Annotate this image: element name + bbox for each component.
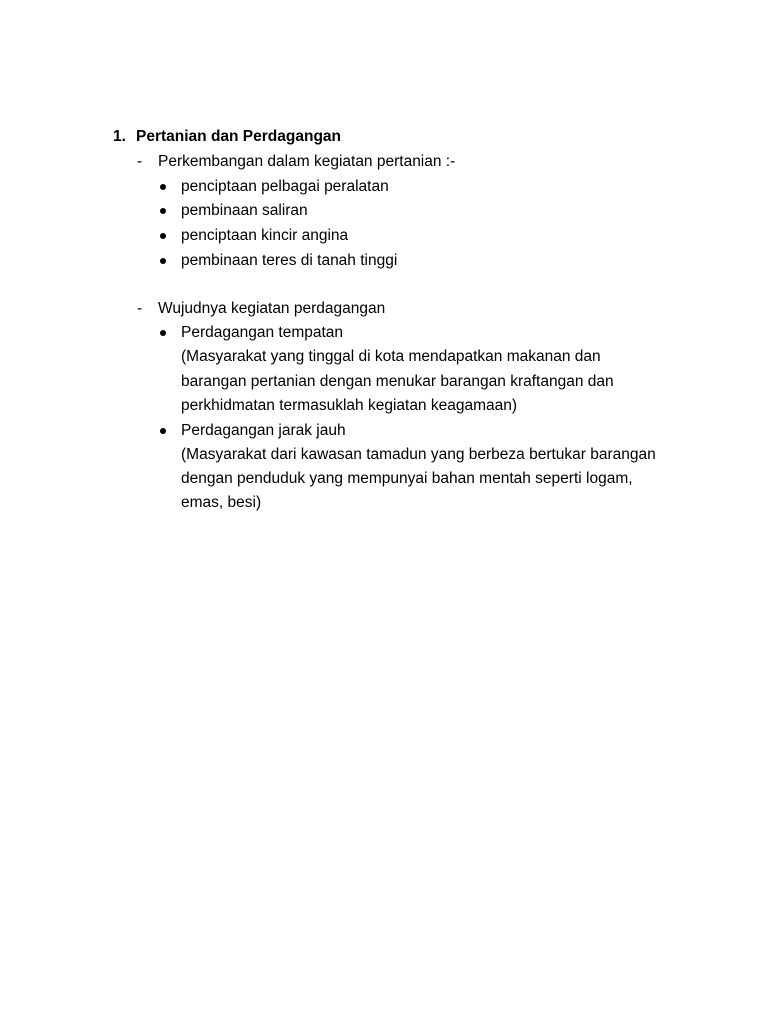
bullet-icon: [160, 233, 166, 239]
bullet-icon: [160, 208, 166, 214]
detail-text: barangan pertanian dengan menukar barangan kraftangan dan: [181, 373, 614, 390]
bullet-icon: [160, 330, 166, 336]
list-item-text: pembinaan saliran: [181, 202, 308, 219]
bullet-icon: [160, 184, 166, 190]
section-title: Pertanian dan Perdagangan: [136, 128, 341, 145]
group-label: Wujudnya kegiatan perdagangan: [158, 300, 386, 317]
bullet-icon: [160, 258, 166, 264]
detail-text: emas, besi): [181, 494, 262, 511]
detail-text: (Masyarakat dari kawasan tamadun yang berbeza bertukar barangan: [181, 446, 656, 463]
detail-text: dengan penduduk yang mempunyai bahan mentah seperti logam,: [181, 470, 633, 487]
group-label: Perkembangan dalam kegiatan pertanian :-: [158, 153, 456, 170]
bullet-icon: [160, 428, 166, 434]
list-item-text: Perdagangan tempatan: [181, 324, 344, 341]
list-item-text: Perdagangan jarak jauh: [181, 422, 346, 439]
list-item-text: penciptaan pelbagai peralatan: [181, 178, 389, 195]
dash-marker: -: [137, 153, 143, 170]
list-item-text: pembinaan teres di tanah tinggi: [181, 252, 398, 269]
section-number: 1.: [113, 128, 126, 145]
detail-text: (Masyarakat yang tinggal di kota mendapatkan makanan dan: [181, 348, 601, 365]
detail-text: perkhidmatan termasuklah kegiatan keagamaan): [181, 397, 518, 414]
dash-marker: -: [137, 300, 143, 317]
list-item-text: penciptaan kincir angina: [181, 227, 349, 244]
